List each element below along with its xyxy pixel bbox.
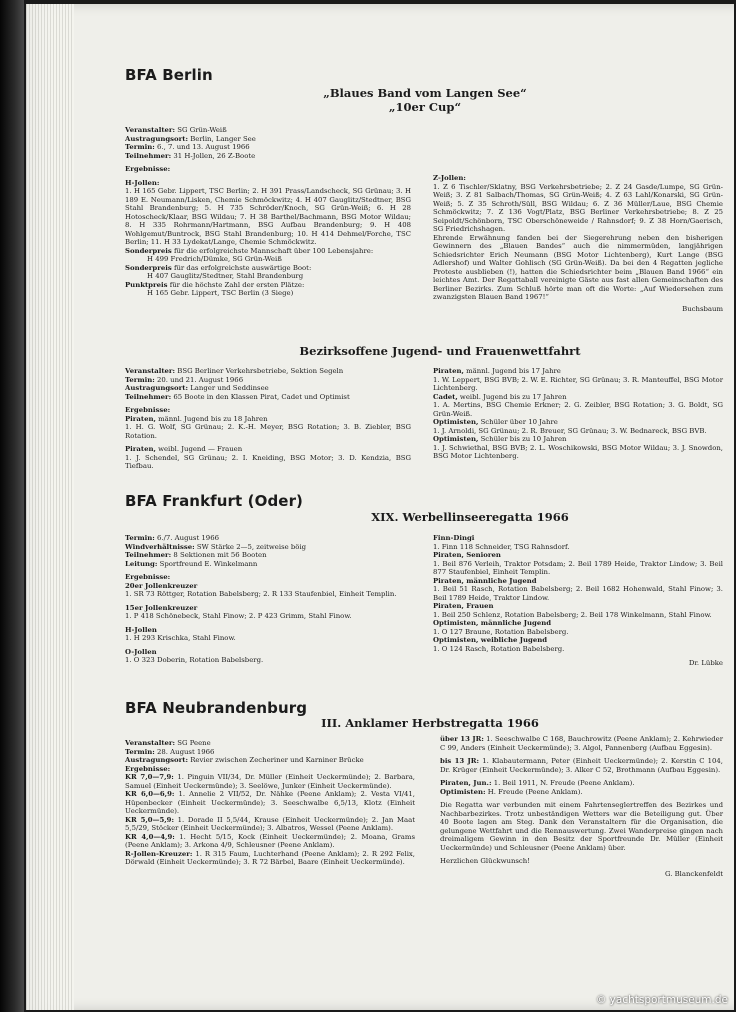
info-line: Termin: 20. und 21. August 1966 — [125, 375, 244, 384]
neubrandenburg-right-column — [440, 735, 723, 878]
author-signature: G. Blanckenfeldt — [664, 869, 723, 878]
frankfurt-left-column — [125, 534, 411, 665]
info-line: Teilnehmer: 8 Sektionen mit 56 Booten — [125, 551, 267, 559]
result-group-heading: Piraten, männl. Jugend bis zu 18 Jahren — [125, 414, 268, 423]
info-line: Austragungsort: Langer und Seddinsee — [125, 384, 269, 392]
section-heading-neubrandenburg: BFA Neubrandenburg — [125, 699, 308, 717]
info-line: Veranstalter: SG Grün-Weiß — [125, 126, 227, 134]
info-line: Teilnehmer: 65 Boote in den Klassen Pirat, Cadet und Optimist — [125, 392, 350, 401]
result-group: Optimisten: H. Freude (Peene Anklam). — [440, 787, 583, 796]
result-group: KR 7,0—7,9: 1. Pinguin VII/34, Dr. Müller (Einheit Ueckermünde); 2. Barbara, Samuel (Einheit Ueckermünde); 3. Seelöwe, Junker (Einheit Ueckermünde). — [125, 773, 415, 790]
result-group-heading: Piraten, Frauen — [433, 602, 494, 610]
result-group-heading: H-Jollen — [125, 625, 157, 634]
result-group-results: 1. O 323 Doberin, Rotation Babelsberg. — [125, 656, 264, 664]
result-group-results: 1. Beil 250 Schlenz, Rotation Babelsberg; 2. Beil 178 Winkelmann, Stahl Finow. — [433, 610, 712, 619]
special-prize-2-winner: H 407 Gauglitz/Stedtner, Stahl Brandenburg — [147, 272, 304, 280]
result-group-heading: Optimisten, Schüler über 10 Jahre — [433, 418, 558, 426]
special-prize-2: Sonderpreis für das erfolgreichste auswärtige Boot: — [125, 263, 312, 272]
result-group: bis 13 JR: 1. Klabautermann, Peter (Einheit Ueckermünde); 2. Kerstin C 104, Dr. Krüger (Einheit Ueckermünde); 3. Alker C 52, Brothmann (Aufbau Eggesin). — [440, 757, 723, 774]
result-group: KR 6,0—6,9: 1. Annelie 2 VII/52, Dr. Nähke (Peene Anklam); 2. Vesta VI/41, Hüpenbecker (Einheit Ueckermünde); 3. Seeschwalbe 6,5/13, Klotz (Einheit Ueckermünde). — [125, 790, 415, 815]
result-group-heading: Optimisten, weibliche Jugend — [433, 636, 548, 644]
result-group-results: 1. H. G. Wolf, SG Grünau; 2. K.-H. Meyer, BSG Rotation; 3. B. Ziebler, BSG Rotation. — [125, 423, 411, 440]
info-line: Veranstalter: BSG Berliner Verkehrsbetriebe, Sektion Segeln — [125, 367, 344, 375]
result-group-results: 1. O 124 Rasch, Rotation Babelsberg. — [433, 644, 565, 653]
special-prize-1: Sonderpreis für die erfolgreichste Mannschaft über 100 Lebensjahre: — [125, 246, 374, 255]
author-signature: Buchsbaum — [682, 304, 723, 313]
result-group-results: 1. J. Schendel, SG Grünau; 2. I. Kneiding, BSG Motor; 3. D. Kendzia, BSG Tiefbau. — [125, 453, 411, 470]
info-line: Austragungsort: Berlin, Langer See — [125, 134, 256, 143]
class-label-z-jollen: Z-Jollen: — [433, 174, 466, 182]
info-line: Windverhältnisse: SW Stärke 2—5, zeitweise böig — [125, 542, 307, 551]
result-group-results: 1. W. Leppert, BSG BVB; 2. W. E. Richter, SG Grünau; 3. R. Manteuffel, BSG Motor Lichtenberg. — [433, 375, 723, 392]
regatta-title-anklamer: III. Anklamer Herbstregatta 1966 — [321, 716, 539, 730]
class-label-h-jollen: H-Jollen: — [125, 178, 160, 187]
result-group-results: 1. O 127 Braune, Rotation Babelsberg. — [433, 627, 569, 636]
regatta-title-jugend: Bezirksoffene Jugend- und Frauenwettfahrt — [299, 344, 581, 358]
result-group-results: 1. Beil 876 Verleih, Traktor Potsdam; 2. Beil 1789 Heide, Traktor Lindow; 3. Beil 877 Staufenbiel, Einheit Templin. — [433, 559, 723, 576]
neubrandenburg-left-column — [125, 739, 415, 867]
result-group-results: 1. J. Schwiethal, BSG BVB; 2. L. Woschikowski, BSG Motor Wildau; 3. J. Snowdon, BSG Motor Lichtenberg. — [433, 443, 723, 460]
result-group: KR 5,0—5,9: 1. Dorade II 5,5/44, Krause (Einheit Ueckermünde); 2. Jan Maat 5,5/29, Stöcker (Einheit Ueckermünde); 3. Albatros, Wessel (Peene Anklam). — [125, 815, 415, 832]
result-group: R-Jollen-Kreuzer: 1. R 315 Faum, Luchterhand (Peene Anklam); 2. R 292 Felix, Dörwald (Einheit Ueckermünde); 3. R 72 Bärbel, Baare (Einheit Ueckermünde). — [125, 849, 415, 866]
info-line: Veranstalter: SG Peene — [125, 739, 211, 747]
result-group-results: 1. SR 73 Röttger, Rotation Babelsberg; 2. R 133 Staufenbiel, Einheit Templin. — [125, 590, 397, 598]
info-line: Termin: 6., 7. und 13. August 1966 — [125, 143, 250, 151]
points-prize: Punktpreis für die höchste Zahl der ersten Plätze: — [125, 280, 305, 289]
info-line: Leitung: Sportfreund E. Winkelmann — [125, 559, 258, 568]
regatta-title-werbellinsee: XIX. Werbellinseeregatta 1966 — [371, 510, 569, 524]
info-line: Austragungsort: Revier zwischen Zecheriner und Karniner Brücke — [125, 756, 364, 764]
result-group-heading: Piraten, männl. Jugend bis 17 Jahre — [433, 367, 561, 375]
author-signature: Dr. Lübke — [688, 659, 723, 667]
result-group: Piraten, Jun.: 1. Beil 1911, N. Freude (Peene Anklam). — [440, 779, 635, 787]
results-h-jollen: 1. H 165 Gebr. Lippert, TSC Berlin; 2. H 391 Prass/Landscheck, SG Grünau; 3. H 189 E. Neumann/Lisken, Chemie Schmöckwitz; 4. H 407 Gauglitz/Stedtner, BSG Stahl Brandenburg; 5. H 735 Schröder/Knoch, SG Grün-Weiß; 6. H 28 Hotoscheck/Klaar, BSG Wildau; 7. H 38 Barthel/Bachmann, BSG Motor Wildau; 8. H 335 Rohrmann/Hartmann, BSG Aufbau Brandenburg; 9. H 408 Wohlgemut/Buntrock, BSG Stahl Brandenburg; 10. H 414 Dehmel/Forche, TSC Berlin; 11. H 33 Lydekat/Lange, Chemie Schmöckwitz. — [125, 187, 411, 246]
info-line: Termin: 6./7. August 1966 — [125, 534, 219, 542]
berlin-right-column — [433, 174, 723, 313]
special-prize-1-winner: H 499 Fredrich/Dümke, SG Grün-Weiß — [147, 255, 282, 263]
book-spine — [0, 0, 24, 1012]
regatta-title-10er-cup: „10er Cup“ — [388, 100, 462, 114]
regatta-title-blaues-band: „Blaues Band vom Langen See“ — [323, 86, 527, 100]
result-group-results: 1. Finn 118 Schneider, TSG Rahnsdorf. — [433, 542, 570, 551]
closing-paragraph: Die Regatta war verbunden mit einem Fahrtenseglertreffen des Bezirkes und Nachbarbezirkes. Trotz unbeständigen Wetters war die Beteiligung gut. Über 40 Boote lagen am Steg. Dank den Veranstaltern für die Organisation, die gelungene Wettfahrt und die Rennauswertung. Zwei Wanderpreise gingen nach dreimaligem Gewinn in den Besitz der Sportfreunde Dr. Müller (Einheit Ueckermünde) und Schleusner (Peene Anklam) über. — [440, 801, 723, 852]
info-line: Termin: 28. August 1966 — [125, 747, 215, 756]
results-label: Ergebnisse: — [125, 573, 171, 581]
results-label: Ergebnisse: — [125, 165, 171, 173]
result-group: über 13 JR: 1. Seeschwalbe C 168, Bauchrowitz (Peene Anklam); 2. Kehrwieder C 99, Anders (Einheit Ueckermünde); 3. Algol, Pannenberg (Aufbau Eggesin). — [440, 735, 723, 752]
result-group-heading: 15er Jollenkreuzer — [125, 603, 198, 612]
section-heading-frankfurt: BFA Frankfurt (Oder) — [125, 492, 304, 510]
berlin-left-column — [125, 126, 411, 298]
result-group-heading: Optimisten, Schüler bis zu 10 Jahren — [433, 435, 567, 443]
greeting: Herzlichen Glückwunsch! — [440, 857, 530, 865]
jugend-left-column — [125, 367, 411, 471]
results-z-jollen: 1. Z 6 Tischler/Sklatny, BSG Verkehrsbetriebe; 2. Z 24 Gasde/Lumpe, SG Grün-Weiß; 3. Z 81 Salbach/Thomas, SG Grün-Weiß; 4. Z 63 Lahl/Konarski, SG Grün-Weiß; 5. Z 35 Schroth/Süll, BSG Wildau; 6. Z 36 Müller/Laue, BSG Chemie Schmöckwitz; 7. Z 136 Vogt/Platz, BSG Berliner Verkehrsbetriebe; 8. Z 25 Seipoldt/Schönborn, TSC Oberschöneweide / Rahnsdorf; 9. Z 38 Horn/Gaerisch, SG Friedrichshagen. — [433, 182, 723, 233]
result-group-results: 1. J. Arnoldi, SG Grünau; 2. R. Breuer, SG Grünau; 3. W. Bednareck, BSG BVB. — [433, 426, 707, 435]
page-edges — [26, 4, 74, 1010]
honorable-mention-text: Ehrende Erwähnung fanden bei der Siegerehrung neben den bisherigen Gewinnern des „Blauen Bandes“ auch die nimmermüden, langjährigen Schiedsrichter Erich Neumann (BSG Motor Lichtenberg), Kurt Lange (BSG Adlershof) und Walter Gohlisch (SG Grün-Weiß). Da bei den 4 Regatten jegliche Proteste ausblieben (!), hatten die Schiedsrichter beim „Blauen Band 1966“ ein leichtes Amt. Der Regattaball vereinigte Gäste aus fast allen Gemeinschaften des Berliner Bezirks. Zum Schluß hörte man oft die Worte: „Auf Wiedersehen zum zwanzigsten Blauen Band 1967!“ — [433, 233, 723, 301]
results-label: Ergebnisse: — [125, 764, 171, 773]
result-group-heading: Optimisten, männliche Jugend — [433, 619, 552, 627]
result-group-heading: Piraten, männliche Jugend — [433, 576, 537, 585]
section-heading-berlin: BFA Berlin — [125, 66, 213, 84]
result-group-results: 1. P 418 Schönebeck, Stahl Finow; 2. P 423 Grimm, Stahl Finow. — [125, 612, 352, 620]
info-line: Teilnehmer: 31 H-Jollen, 26 Z-Boote — [125, 151, 256, 160]
jugend-right-column — [433, 367, 723, 461]
copyright-watermark: © yachtsportmuseum.de — [595, 994, 728, 1006]
result-group-results: 1. Beil 51 Rasch, Rotation Babelsberg; 2. Beil 1682 Hohenwald, Stahl Finow; 3. Beil 1789 Heide, Traktor Lindow. — [433, 585, 723, 602]
result-group-heading: O-Jollen — [125, 647, 157, 656]
result-group: KR 4,0—4,9: 1. Hecht 5/15, Kock (Einheit Ueckermünde); 2. Moana, Grams (Peene Anklam); 3. Arkona 4/9, Schleusner (Peene Anklam). — [125, 832, 415, 849]
result-group-heading: Cadet, weibl. Jugend bis zu 17 Jahren — [433, 392, 567, 401]
result-group-heading: Finn-Dingi — [433, 534, 475, 542]
results-label: Ergebnisse: — [125, 406, 171, 414]
frankfurt-right-column — [433, 534, 723, 668]
result-group-heading: 20er Jollenkreuzer — [125, 581, 198, 590]
result-group-heading: Piraten, Senioren — [433, 551, 501, 559]
result-group-results: 1. H 293 Krischka, Stahl Finow. — [125, 634, 236, 642]
points-prize-winner: H 165 Gebr. Lippert, TSC Berlin (3 Siege) — [147, 289, 294, 297]
result-group-heading: Piraten, weibl. Jugend — Frauen — [125, 445, 243, 453]
result-group-results: 1. A. Mertins, BSG Chemie Erkner; 2. G. Zeibler, BSG Rotation; 3. G. Boldt, SG Grün-Weiß. — [433, 401, 723, 418]
